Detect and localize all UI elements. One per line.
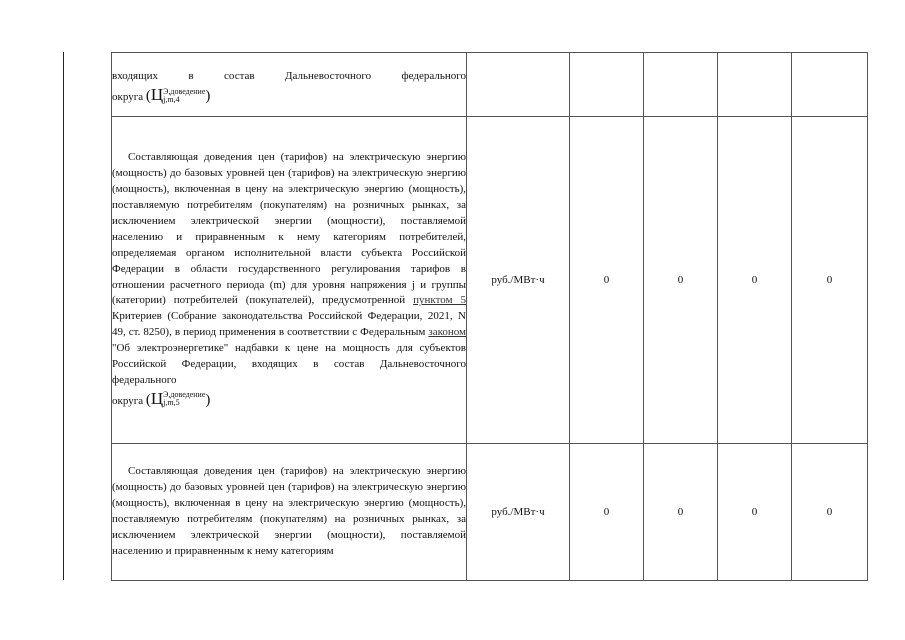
- description-part: "Об электроэнергетике" надбавки к цене на мощность для субъектов Российской Федерации, входящих в состав Дальневосточного федерального: [112, 342, 466, 386]
- description-part: Критериев (Собрание законодательства Российской Федерации, 2021, N 49, ст. 8250), в период применения в соответствии с Федеральным: [112, 310, 466, 339]
- description-line: округа: [112, 91, 144, 103]
- description-line: входящих в состав Дальневосточного федерального: [112, 70, 466, 83]
- value-cell: [718, 53, 792, 117]
- description-text: [112, 150, 466, 389]
- value-cell: [570, 53, 644, 117]
- description-text: Составляющая доведения цен (тарифов) на электрическую энергию (мощность) до базовых уровней цен (тарифов) на электрическую энергию (мощность), включенная в цену на электрическую энергию (мощность), поставляемую потребителям (покупателям) на розничных рынках, за исключением электрической энергии (мощности), поставляемой населению и приравненным к нему категориям: [112, 465, 466, 557]
- value-cell: 0: [792, 444, 868, 581]
- description-formula-line: [112, 388, 466, 410]
- formula: (Ц Э,доведение j,m,4 ): [145, 85, 211, 104]
- formula-subscript: j,m,4: [163, 94, 180, 104]
- link-federal-law[interactable]: законом: [428, 326, 467, 339]
- table-row: [112, 444, 868, 581]
- tariff-table: [111, 52, 868, 581]
- value-cell: 0: [718, 117, 792, 444]
- value-cell: 0: [718, 444, 792, 581]
- formula-superscript: Э,доведение: [163, 86, 206, 96]
- description-line: округа: [112, 394, 144, 407]
- unit-cell: руб./МВт·ч: [467, 117, 570, 444]
- table-row: [112, 117, 868, 444]
- value-cell: 0: [792, 117, 868, 444]
- value-cell: 0: [570, 117, 644, 444]
- formula-symbol: Ц: [150, 85, 164, 104]
- formula-superscript: Э,доведение: [163, 390, 206, 400]
- row-description: [112, 117, 467, 444]
- formula-symbol: Ц: [150, 388, 164, 408]
- formula-subscript: j,m,5: [163, 398, 180, 408]
- value-cell: [644, 53, 718, 117]
- row-description: [112, 444, 467, 581]
- value-cell: [792, 53, 868, 117]
- description-formula-line: [112, 87, 466, 106]
- row-description: [112, 53, 467, 117]
- value-cell: 0: [644, 444, 718, 581]
- unit-cell: [467, 53, 570, 117]
- formula: (Ц Э,доведение j,m,5 ): [145, 388, 211, 408]
- link-clause-5[interactable]: пунктом 5: [413, 294, 467, 307]
- description-part: Составляющая доведения цен (тарифов) на электрическую энергию (мощность) до базовых уровней цен (тарифов) на электрическую энергию (мощность), включенная в цену на электрическую энергию (мощность), поставляемую потребителям (покупателям) на розничных рынках, за исключением электрической энергии (мощности), поставляемой населению и приравненным к нему категориям потребителей, определяемая органом исполнительной власти субъекта Российской Федерации в области государственного регулирования тарифов в отношении расчетного периода (m) для уровня напряжения j и группы (категории) потребителей (покупателей), предусмотренной: [112, 151, 466, 307]
- page-margin-line: [63, 52, 64, 580]
- value-cell: 0: [644, 117, 718, 444]
- unit-cell: руб./МВт·ч: [467, 444, 570, 581]
- table-row: [112, 53, 868, 117]
- value-cell: 0: [570, 444, 644, 581]
